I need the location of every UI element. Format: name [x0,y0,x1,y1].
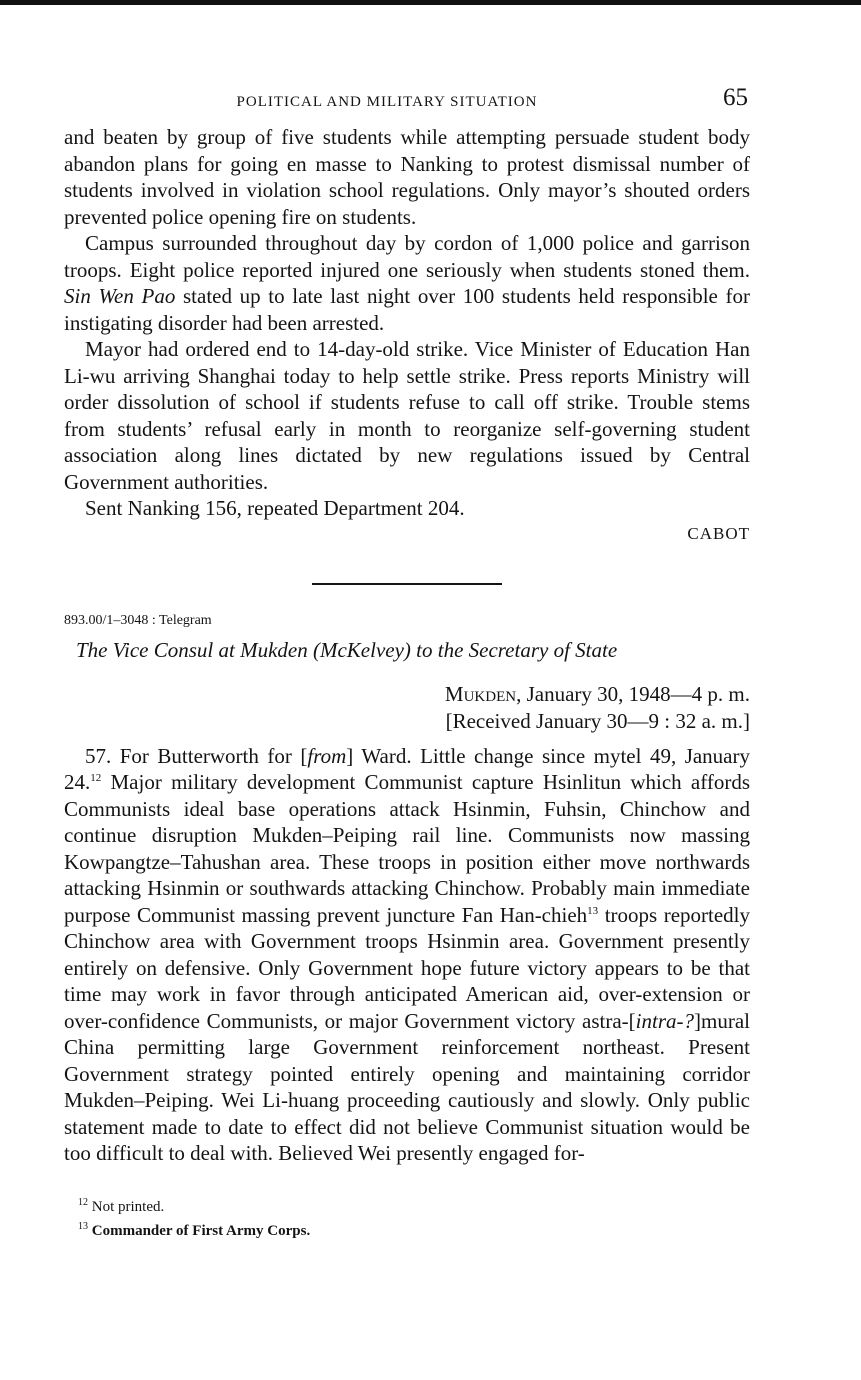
footnote-13-text: Commander of First Army Corps. [91,1222,311,1239]
footnote-13-mark: 13 [78,1220,88,1232]
newspaper-name: Sin Wen Pao [64,284,176,308]
footnote-12 [78,1193,750,1217]
file-reference: 893.00/1–3048 : Telegram [64,612,212,628]
footnotes [64,1193,750,1241]
signature-cabot: CABOT [687,523,750,543]
dateline-date: , January 30, 1948—4 p. m. [516,681,750,706]
received-line: [Received January 30—9 : 32 a. m.] [445,708,750,733]
section-divider [312,583,502,585]
telegram-title: The Vice Consul at Mukden (McKelvey) to the Secretary of State [76,637,618,662]
page-number: 65 [723,84,748,111]
footnote-12-text: Not printed. [91,1198,165,1215]
running-header [64,84,750,124]
running-title: POLITICAL AND MILITARY SITUATION [236,94,538,110]
body-from: from [307,743,347,768]
footnote-12-mark: 12 [78,1196,88,1208]
telegram-body [64,743,750,1167]
scan-edge-bar [0,0,861,5]
paragraph-campus-text-b: stated up to late last night over 100 students held responsible for instigating disorder had been arrested. [64,284,750,335]
body-text-5: ]mural China permitting large Government reinforcement northeast. Present Government strategy pointed entirely opening and maintaining corridor Mukden–Peiping. Wei Li-huang proceeding cautiously and slowly. Only public statement made to date to effect did not believe Communist situation would be too difficult to deal with. Believed Wei presently engaged for- [64,1008,750,1165]
paragraph-mayor: Mayor had ordered end to 14-day-old strike. Vice Minister of Education Han Li-wu arriving Shanghai today to help settle strike. Press reports Ministry will order dissolution of school if students refuse to call off strike. Trouble stems from students’ refusal early in month to reorganize self-governing student association along lines dictated by new regulations issued by Central Government authorities. [64,337,750,494]
body-text-4: troops reportedly Chinchow area with Government troops Hsinmin area. Government presently entirely on defensive. Only Government hope future victory appears to be that time may work in favor through anticipated American aid, over-extension or over-confidence Communists, or major Government victory astra-[ [64,902,750,1033]
dateline [64,681,750,708]
paragraph-campus [64,230,750,336]
footnote-ref-13: 13 [587,904,599,917]
paragraph-campus-text-a: Campus surrounded throughout day by cordon of 1,000 police and garrison troops. Eight police reported injured one seriously when students stoned them. [64,231,750,282]
dateline-place: Mukden [444,681,517,706]
paragraph-continued: and beaten by group of five students while attempting persuade student body abandon plans for going en masse to Nanking to protest dismissal number of students involved in violation school regulations. Only mayor’s shouted orders prevented police opening fire on students. [64,125,750,229]
dateline-block [64,681,750,735]
body-text-1: 57. For Butterworth for [ [85,743,308,768]
footnote-13 [78,1217,750,1241]
footnote-ref-12: 12 [90,772,102,784]
document-page [64,84,750,1241]
body-text-2: ] Ward. Little change since mytel 49, January 24. [64,743,751,794]
paragraph-sent: Sent Nanking 156, repeated Department 204. [85,496,465,520]
body-text-3: Major military development Communist capture Hsinlitun which affords Communists ideal base operations attack Hsinmin, Fuhsin, Chinchow and continue disruption Mukden–Peiping rail line. Communists now massing Kowpangtze–Tahushan area. These troops in position either move northwards attacking Hsinmin or southwards attacking Chinchow. Probably main immediate purpose Communist massing prevent juncture Fan Han-chieh [64,770,750,927]
body-intra: intra-? [635,1008,695,1033]
